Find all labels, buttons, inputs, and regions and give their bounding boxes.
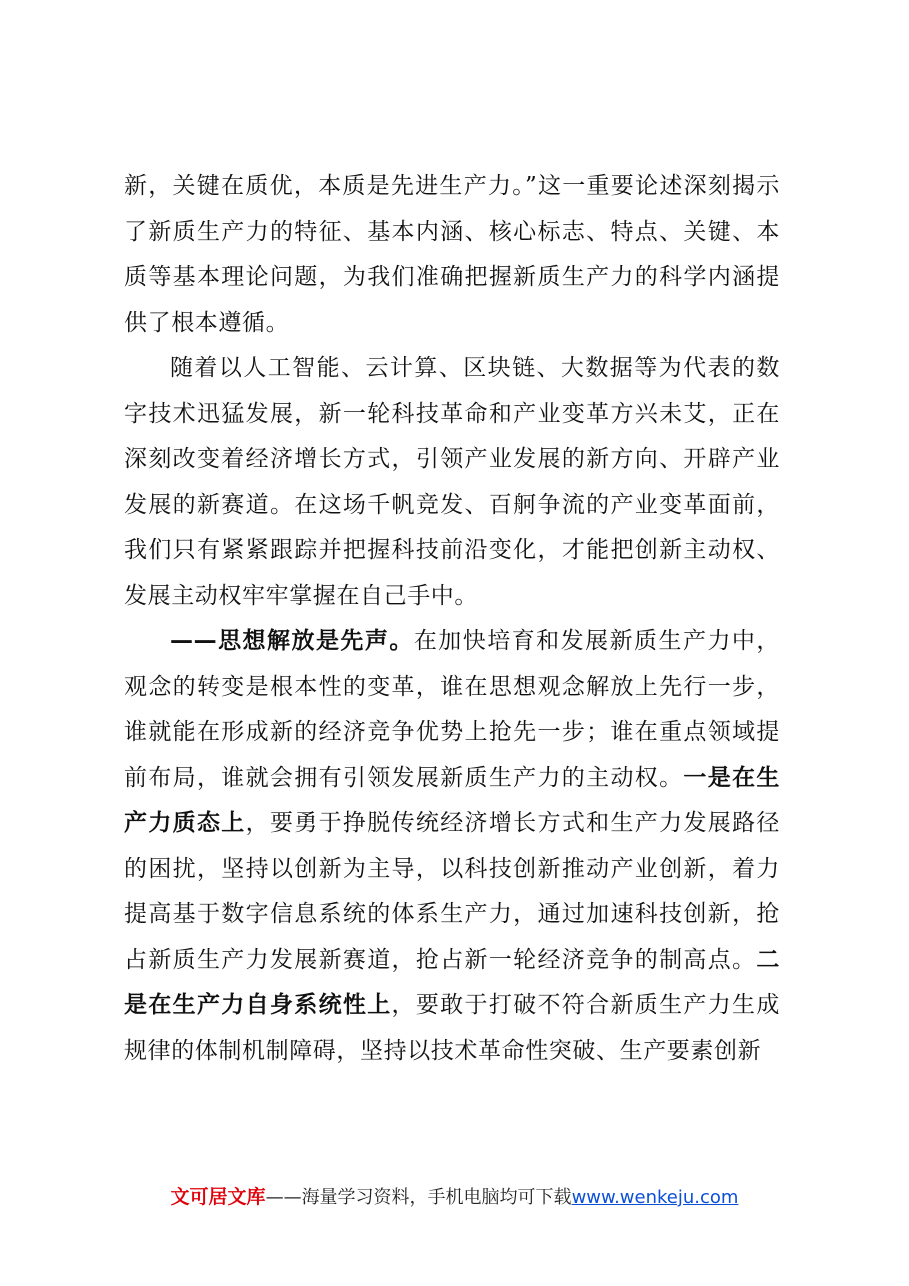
point-one-heading: 一是在生产力质态上 [124, 764, 780, 836]
document-body [124, 164, 780, 1074]
paragraph-text: 在加快培育和发展新质生产力中，观念的转变是根本性的变革，谁在思想观念解放上先行一步，谁就能在形成新的经济竞争优势上抢先一步；谁在重点领域提前布局，谁就会拥有引领发展新质生产力的主动权。 [124, 628, 781, 791]
footer-tagline: ——海量学习资料，手机电脑均可下载 [265, 1187, 572, 1208]
footer-banner [0, 1182, 909, 1209]
footer-brand: 文可居文库 [170, 1186, 266, 1208]
paragraph-text: 新，关键在质优，本质是先进生产力。”这一重要论述深刻揭示了新质生产力的特征、基本内涵、核心标志、特点、关键、本质等基本理论问题，为我们准确把握新质生产力的科学内涵提供了根本遵循。 [124, 173, 780, 336]
section-heading: ——思想解放是先声。 [170, 628, 414, 654]
paragraph-text: ，要勇于挣脱传统经济增长方式和生产力发展路径的困扰，坚持以创新为主导，以科技创新推动产业创新，着力提高基于数字信息系统的体系生产力，通过加速科技创新，抢占新质生产力发展新赛道，抢占新一轮经济竞争的制高点。 [124, 810, 781, 973]
point-two-heading: 二是在生产力自身系统性上 [124, 946, 780, 1018]
paragraph-1 [124, 164, 780, 346]
paragraph-2 [124, 346, 780, 619]
paragraph-3 [124, 619, 780, 1074]
paragraph-text: ，要敢于打破不符合新质生产力生成规律的体制机制障碍，坚持以技术革命性突破、生产要素创新 [124, 992, 780, 1064]
paragraph-text: 随着以人工智能、云计算、区块链、大数据等为代表的数字技术迅猛发展，新一轮科技革命和产业变革方兴未艾，正在深刻改变着经济增长方式，引领产业发展的新方向、开辟产业发展的新赛道。在这场千帆竞发、百舸争流的产业变革面前，我们只有紧紧跟踪并把握科技前沿变化，才能把创新主动权、发展主动权牢牢掌握在自己手中。 [124, 355, 780, 609]
footer-link[interactable]: www.wenkeju.com [571, 1187, 739, 1208]
